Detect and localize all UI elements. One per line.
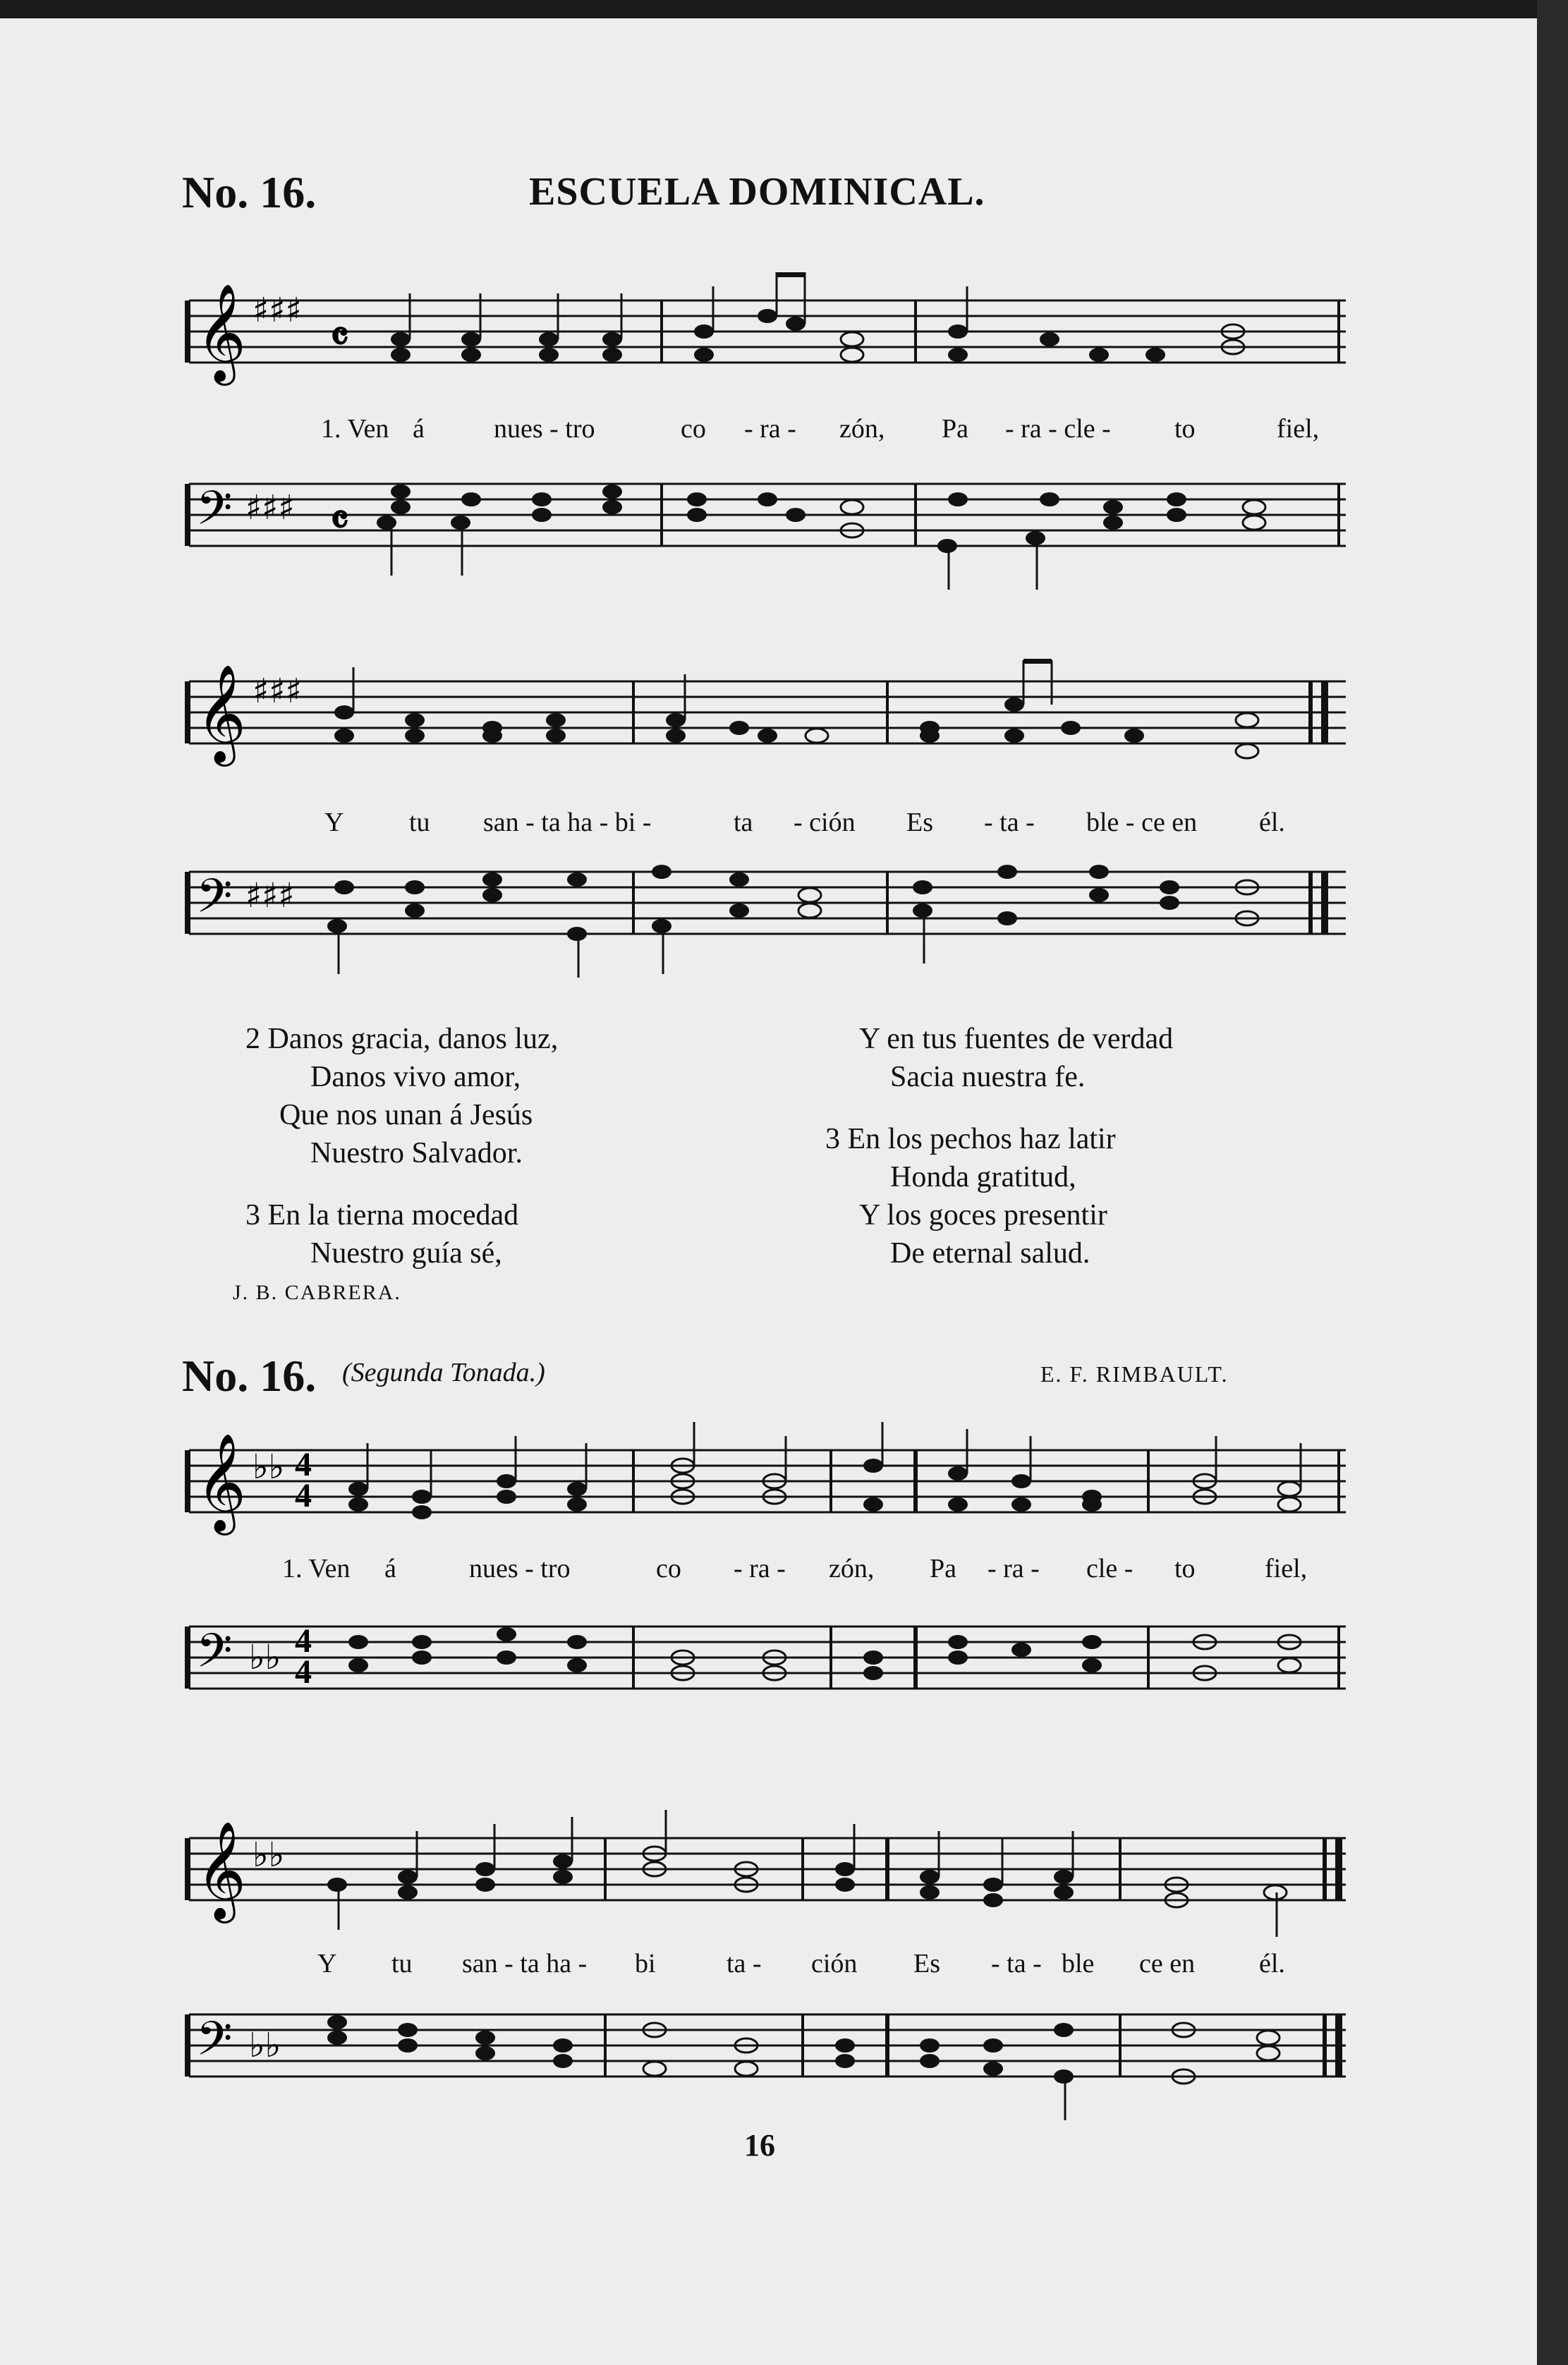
svg-text:4: 4 <box>295 1653 312 1691</box>
svg-text:♯♯♯: ♯♯♯ <box>253 671 302 711</box>
verse-column-2 <box>825 1020 1173 1272</box>
svg-text:♭♭: ♭♭ <box>253 1835 285 1875</box>
staff-system-1-bass <box>182 456 1353 597</box>
staff-system-1-treble <box>182 272 1353 413</box>
hymnal-page: No. 16. ESCUELA DOMINICAL. 𝄞 ♯♯♯ 𝄴 1. Ven á nues - tro co - ra - zón, Pa - ra - cle - to fiel, 𝄢 ♯♯♯ 𝄴 𝄞 ♯♯♯ Y tu san - ta ha - bi - ta - ción Es - ta - ble - ce en él. 𝄢 ♯♯♯ 2 Danos gracia, danos luz, Danos vivo amor, Que nos unan á Jesús Nuestro Salvador. 3 En la tierna mocedad Nuestro guía sé, Y en tus fuentes de verdad Sacia nuestra fe. 3 En los pechos haz latir Honda gratitud, Y los goces presentir De eternal salud. J. B. CABRERA. No. 16. (Segunda Tonada.) E. F. RIMBAULT. 𝄞 ♭♭ 4 4 1. Ven á nues - tro co - ra - zón, Pa - ra - cle - to fiel, 𝄢 ♭♭ 4 4 𝄞 ♭♭ Y tu san - ta ha - bi ta - ción Es - ta - ble ce en él. 𝄢 ♭♭ 16 <box>0 18 1537 2365</box>
svg-text:𝄞: 𝄞 <box>196 1821 246 1919</box>
svg-text:𝄴: 𝄴 <box>330 312 349 362</box>
scan-top-border <box>0 0 1568 18</box>
svg-text:𝄞: 𝄞 <box>196 1433 246 1531</box>
verse-2: 2 Danos gracia, danos luz, Danos vivo amor, Que nos unan á Jesús Nuestro Salvador. <box>245 1023 559 1169</box>
svg-text:♯♯♯: ♯♯♯ <box>245 488 295 528</box>
svg-text:𝄴: 𝄴 <box>330 496 349 545</box>
verse-3-partial: 3 En la tierna mocedad Nuestro guía sé, <box>245 1199 519 1270</box>
svg-text:4: 4 <box>295 1446 312 1483</box>
svg-text:𝄢: 𝄢 <box>196 481 233 547</box>
scan-right-border <box>1537 0 1568 2365</box>
staff-system-2-bass <box>182 844 1353 985</box>
staff-system-4-treble <box>182 1810 1353 1951</box>
svg-text:𝄢: 𝄢 <box>196 2012 233 2077</box>
hymn-title: ESCUELA DOMINICAL. <box>529 170 985 214</box>
svg-text:♭♭: ♭♭ <box>249 2026 281 2065</box>
composer-credit: E. F. RIMBAULT. <box>1040 1361 1229 1387</box>
svg-text:𝄢: 𝄢 <box>196 869 233 935</box>
svg-text:𝄞: 𝄞 <box>196 664 246 762</box>
hymn-number: No. 16. <box>182 167 317 217</box>
svg-text:♯♯♯: ♯♯♯ <box>253 291 302 330</box>
hymn-subtitle: (Segunda Tonada.) <box>342 1358 545 1387</box>
svg-text:♭♭: ♭♭ <box>249 1638 281 1677</box>
svg-text:♯♯♯: ♯♯♯ <box>245 876 295 916</box>
page-number: 16 <box>744 2128 775 2163</box>
svg-text:♭♭: ♭♭ <box>253 1447 285 1487</box>
staff-system-2-treble <box>182 653 1353 794</box>
staff-system-3-treble <box>182 1422 1353 1563</box>
staff-system-4-bass <box>182 1986 1353 2127</box>
author-credit: J. B. CABRERA. <box>233 1281 401 1304</box>
svg-text:4: 4 <box>295 1622 312 1660</box>
staff-system-3-bass <box>182 1598 1353 1739</box>
verse-3: 3 En los pechos haz latir Honda gratitud, Y los goces presentir De eternal salud. <box>825 1123 1116 1270</box>
svg-text:4: 4 <box>295 1477 312 1514</box>
svg-text:𝄢: 𝄢 <box>196 1624 233 1689</box>
verse-2-continued: Y en tus fuentes de verdad Sacia nuestra fe. <box>859 1023 1174 1093</box>
hymn-number-2: No. 16. <box>182 1351 317 1401</box>
svg-text:𝄞: 𝄞 <box>196 284 246 382</box>
verse-column-1 <box>245 1020 558 1272</box>
